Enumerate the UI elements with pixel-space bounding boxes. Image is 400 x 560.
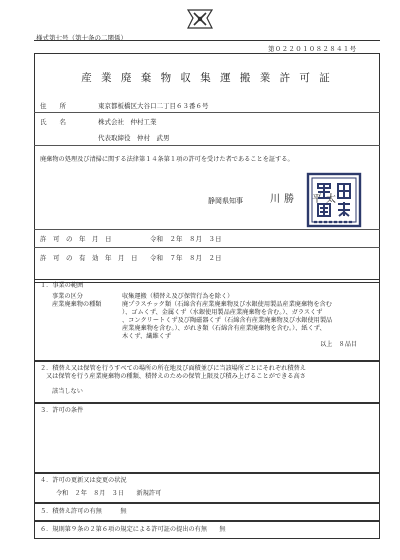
waste-type-line: 木くず、繊維くず <box>122 333 172 340</box>
company-name: 株式会社 仲村工業 <box>98 118 157 126</box>
business-kind-label: 事業の区分 <box>52 293 83 300</box>
certification-statement: 廃棄物の処理及び清掃に関する法律第１４条第１項の許可を受けた者であることを証する。 <box>40 156 294 163</box>
expiry-date-label: 許 可 の 有 効 年 月 日 <box>40 254 138 262</box>
waste-type-total: 以上 ８品目 <box>320 341 358 348</box>
section4-value: 令和 ２年 ８月 ３日 新規許可 <box>56 490 162 497</box>
representative-name: 代表取締役 仲村 武男 <box>98 134 170 142</box>
section2-value: 該当しない <box>52 388 83 395</box>
section5-title: ５．積替え許可の有無 無 <box>40 508 127 515</box>
section3-title: ３．許可の条件 <box>40 407 84 414</box>
waste-type-label: 産業廃棄物の種類 <box>52 301 102 308</box>
expiry-date-value: 令和 ７年 ８月 ２日 <box>150 254 222 262</box>
name-rule <box>34 145 380 146</box>
section4-title: ４．許可の更新又は変更の状況 <box>40 477 127 484</box>
governor-name: 川勝 平太 <box>270 194 340 205</box>
business-kind-value: 収集運搬（積替え及び保管行為を除く） <box>122 293 234 300</box>
issue-date-value: 令和 ２年 ８月 ３日 <box>150 235 222 243</box>
dates-top-rule <box>34 229 380 230</box>
section2-title: ２．積替え又は保管を行うすべての場所の所在地及び面積並びに当該場所ごとにそれぞれ積替え <box>40 365 306 372</box>
governor-label: 静岡県知事 <box>208 197 243 205</box>
waste-type-line: 産業廃棄物を含む。）、がれき類（石綿含有産業廃棄物を含む。）、紙くず、 <box>122 325 326 332</box>
emblem-icon <box>185 8 215 30</box>
form-number: 様式第七号（第十条の二関係） <box>36 34 127 42</box>
section6-title: ６．規則第９条の２第６項の規定による許可証の提出の有無 無 <box>40 526 226 533</box>
issue-date-label: 許 可 の 年 月 日 <box>40 235 112 243</box>
page-title: 産 業 廃 棄 物 収 集 運 搬 業 許 可 証 <box>81 72 333 84</box>
address-label: 住 所 <box>40 102 66 110</box>
certificate-number: 第０２２０１０８２８４１号 <box>268 45 357 53</box>
waste-type-line: 、コンクリートくず及び陶磁器くず（石綿含有産業廃棄物及び水銀使用製品 <box>122 317 333 324</box>
section-conditions <box>34 403 380 473</box>
section1-title: １．事業の範囲 <box>40 282 84 289</box>
waste-type-line: ）、ゴムくず、金属くず（水銀使用製品産業廃棄物を含む。）、ガラスくず <box>122 309 323 316</box>
official-seal-icon <box>306 172 362 228</box>
section2-title-continued: 又は保管を行う産業廃棄物の種類、積替えのための保管上限及び積み上げることができる高さ <box>46 373 306 380</box>
dates-mid-rule <box>34 247 380 248</box>
name-label: 氏 名 <box>40 118 66 126</box>
header-divider <box>34 40 380 41</box>
address-rule <box>34 112 380 113</box>
certificate-frame <box>34 53 380 283</box>
address-value: 東京都板橋区大谷口二丁目６３番６号 <box>98 102 209 110</box>
waste-type-line: 廃プラスチック類（石綿含有産業廃棄物及び水銀使用製品産業廃棄物を含む <box>122 301 332 308</box>
